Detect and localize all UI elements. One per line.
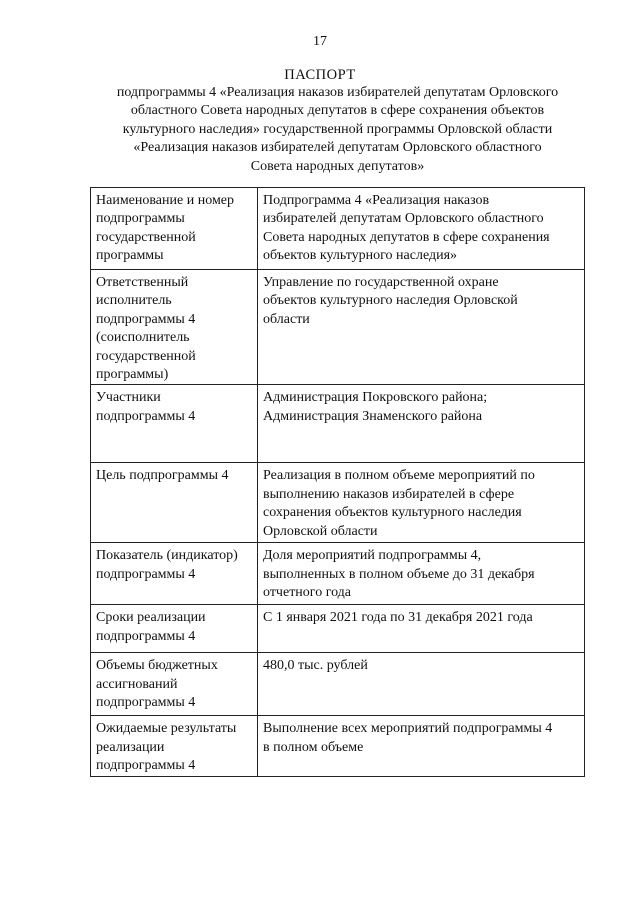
table-row xyxy=(91,385,585,463)
value-line: избирателей депутатам Орловского областного xyxy=(263,211,544,227)
value-line: сохранения объектов культурного наследия xyxy=(263,505,522,521)
label-line: ассигнований xyxy=(96,676,178,692)
label-line: Участники xyxy=(96,390,161,406)
label-line: Объемы бюджетных xyxy=(96,658,218,674)
row-label-goal xyxy=(91,463,258,543)
label-line: подпрограммы 4 xyxy=(96,758,196,774)
passport-table xyxy=(90,187,585,777)
label-line: подпрограммы 4 xyxy=(96,628,196,644)
label-line: Показатель (индикатор) xyxy=(96,548,238,564)
value-line: выполнению наказов избирателей в сфере xyxy=(263,486,515,502)
value-line: Подпрограмма 4 «Реализация наказов xyxy=(263,193,490,208)
value-line: объектов культурного наследия» xyxy=(263,248,458,264)
subtitle-line: областного Совета народных депутатов в сфере сохранения объектов xyxy=(130,103,545,119)
value-line: Реализация в полном объеме мероприятий по xyxy=(263,468,535,484)
value-line: выполненных в полном объеме до 31 декабря xyxy=(263,566,535,582)
label-line: реализации xyxy=(96,739,165,755)
row-label-indicator xyxy=(91,543,258,605)
label-line: (соисполнитель xyxy=(96,330,190,346)
value-line: Управление по государственной охране xyxy=(263,275,499,290)
label-line: Сроки реализации xyxy=(96,610,206,626)
value-line: Администрация Знаменского района xyxy=(263,408,483,424)
subtitle-line: подпрограммы 4 «Реализация наказов избирателей депутатам Орловского xyxy=(116,85,559,100)
row-label-results xyxy=(91,716,258,776)
label-line: государственной xyxy=(96,229,196,245)
value-line: 480,0 тыс. рублей xyxy=(263,658,368,674)
row-value-indicator xyxy=(258,543,585,605)
value-line: Орловской области xyxy=(263,523,378,539)
label-line: программы xyxy=(96,248,164,264)
value-line: Администрация Покровского района; xyxy=(263,390,488,406)
row-value-timeframe xyxy=(258,605,585,653)
subtitle-line: Совета народных депутатов» xyxy=(250,158,425,174)
table-row xyxy=(91,716,585,776)
label-line: программы) xyxy=(96,367,169,383)
row-label-participants xyxy=(91,385,258,463)
value-line: С 1 января 2021 года по 31 декабря 2021 года xyxy=(263,610,533,626)
row-label-name xyxy=(91,188,258,270)
subtitle-line: культурного наследия» государственной программы Орловской области xyxy=(122,121,553,137)
label-line: Ожидаемые результаты xyxy=(96,721,237,737)
table-row xyxy=(91,653,585,716)
row-value-budget xyxy=(258,653,585,716)
row-label-executor xyxy=(91,270,258,385)
row-value-results xyxy=(258,716,585,776)
value-line: объектов культурного наследия Орловской xyxy=(263,293,518,309)
label-line: подпрограммы 4 xyxy=(96,566,196,582)
row-value-participants xyxy=(258,385,585,463)
label-line: государственной xyxy=(96,348,196,364)
value-line: области xyxy=(263,311,310,327)
row-value-executor xyxy=(258,270,585,385)
label-line: подпрограммы xyxy=(96,211,185,227)
document-subtitle xyxy=(90,84,585,176)
value-line: Совета народных депутатов в сфере сохранения xyxy=(263,229,550,245)
row-value-name xyxy=(258,188,585,270)
subtitle-line: «Реализация наказов избирателей депутатам Орловского областного xyxy=(133,140,542,156)
label-line: Ответственный xyxy=(96,275,189,290)
page-number: 17 xyxy=(313,34,327,49)
label-line: Наименование и номер xyxy=(96,193,235,208)
table-row xyxy=(91,543,585,605)
table-row xyxy=(91,605,585,653)
table-row xyxy=(91,188,585,270)
label-line: исполнитель xyxy=(96,293,172,309)
label-line: Цель подпрограммы 4 xyxy=(96,468,229,484)
value-line: в полном объеме xyxy=(263,739,364,755)
value-line: Выполнение всех мероприятий подпрограммы 4 xyxy=(263,721,553,737)
label-line: подпрограммы 4 xyxy=(96,311,196,327)
table-row xyxy=(91,270,585,385)
value-line: Доля мероприятий подпрограммы 4, xyxy=(263,548,482,564)
value-line: отчетного года xyxy=(263,585,352,601)
row-label-timeframe xyxy=(91,605,258,653)
document-title: ПАСПОРТ xyxy=(284,67,356,83)
row-label-budget xyxy=(91,653,258,716)
label-line: подпрограммы 4 xyxy=(96,695,196,711)
row-value-goal xyxy=(258,463,585,543)
label-line: подпрограммы 4 xyxy=(96,408,196,424)
table-row xyxy=(91,463,585,543)
